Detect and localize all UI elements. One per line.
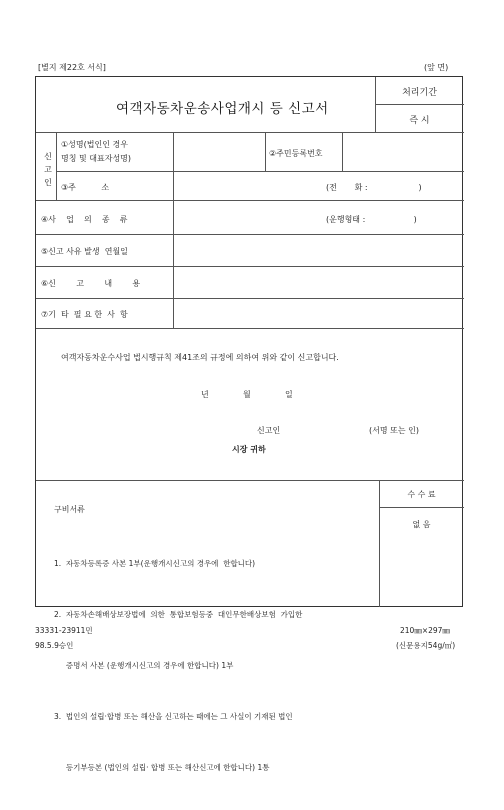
phone-label: (전 화 : )	[326, 183, 422, 192]
other-matters-label: ⑦기 타 필 요 한 사 항	[41, 310, 128, 319]
required-documents-list	[54, 521, 302, 810]
document-item: 1. 자동차등록증 사본 1부(운행개시신고의 경우에 한합니다)	[54, 559, 256, 568]
processing-period-label: 처리기간	[402, 88, 437, 98]
signer-label: 신고인	[257, 426, 281, 435]
paper-type: (신문용지54g/㎡)	[396, 641, 456, 650]
processing-period-value: 즉 시	[409, 116, 430, 126]
date-month-label: 월	[243, 390, 251, 399]
address-input[interactable]	[174, 172, 324, 199]
document-item: 2. 자동차손해배상보장법에 의한 통합보험등중 대인무한배상보험 가입한	[54, 610, 303, 619]
fee-label: 수 수 료	[407, 490, 436, 499]
fee-value: 없 음	[412, 520, 431, 529]
report-content-input[interactable]	[174, 267, 463, 297]
form-title: 여객자동차운송사업개시 등 신고서	[116, 101, 329, 117]
required-documents-title: 구비서류	[54, 505, 85, 514]
document-item: 등기부등본 (법인의 설립· 합병 또는 해산신고에 한합니다) 1통	[54, 763, 270, 772]
name-input[interactable]	[174, 133, 264, 170]
reporter-group-label: 신 고 인	[44, 152, 52, 187]
business-type-input[interactable]	[174, 201, 324, 233]
signature-label: (서명 또는 인)	[369, 426, 419, 435]
page-side-label: (앞 면)	[424, 63, 449, 72]
approval-date: 98.5.9승인	[35, 641, 74, 650]
occurrence-date-label: ⑤신고 사유 발생 연월일	[41, 247, 128, 256]
recipient-label: 시장 귀하	[232, 445, 266, 454]
other-matters-input[interactable]	[174, 299, 463, 327]
business-type-label: ④사 업 의 종 류	[41, 215, 128, 224]
report-content-label: ⑥신 고 내 용	[41, 279, 141, 288]
date-year-label: 년	[201, 390, 209, 399]
name-field-label: ①성명(법인인 경우 명칭 및 대표자성명)	[61, 140, 132, 163]
form-code: 33331-23911민	[35, 626, 93, 635]
paper-size: 210㎜×297㎜	[400, 626, 450, 635]
date-day-label: 일	[285, 390, 293, 399]
operation-type-label: (운행형태 : )	[326, 215, 417, 224]
resident-id-label: ②주민등록번호	[269, 149, 323, 158]
document-item: 증명서 사본 (운행개시신고의 경우에 한합니다) 1부	[54, 661, 234, 670]
statement-text: 여객자동차운수사업 법시행규칙 제41조의 규정에 의하여 위와 같이 신고합니다.	[61, 353, 339, 362]
resident-id-input[interactable]	[343, 133, 463, 170]
occurrence-date-input[interactable]	[174, 235, 463, 265]
address-label: ③주 소	[61, 183, 110, 192]
document-item: 3. 법인의 설립·합병 또는 해산을 신고하는 때에는 그 사실이 기재된 법인	[54, 712, 293, 721]
form-number: [별지 제22호 서식]	[38, 63, 106, 72]
